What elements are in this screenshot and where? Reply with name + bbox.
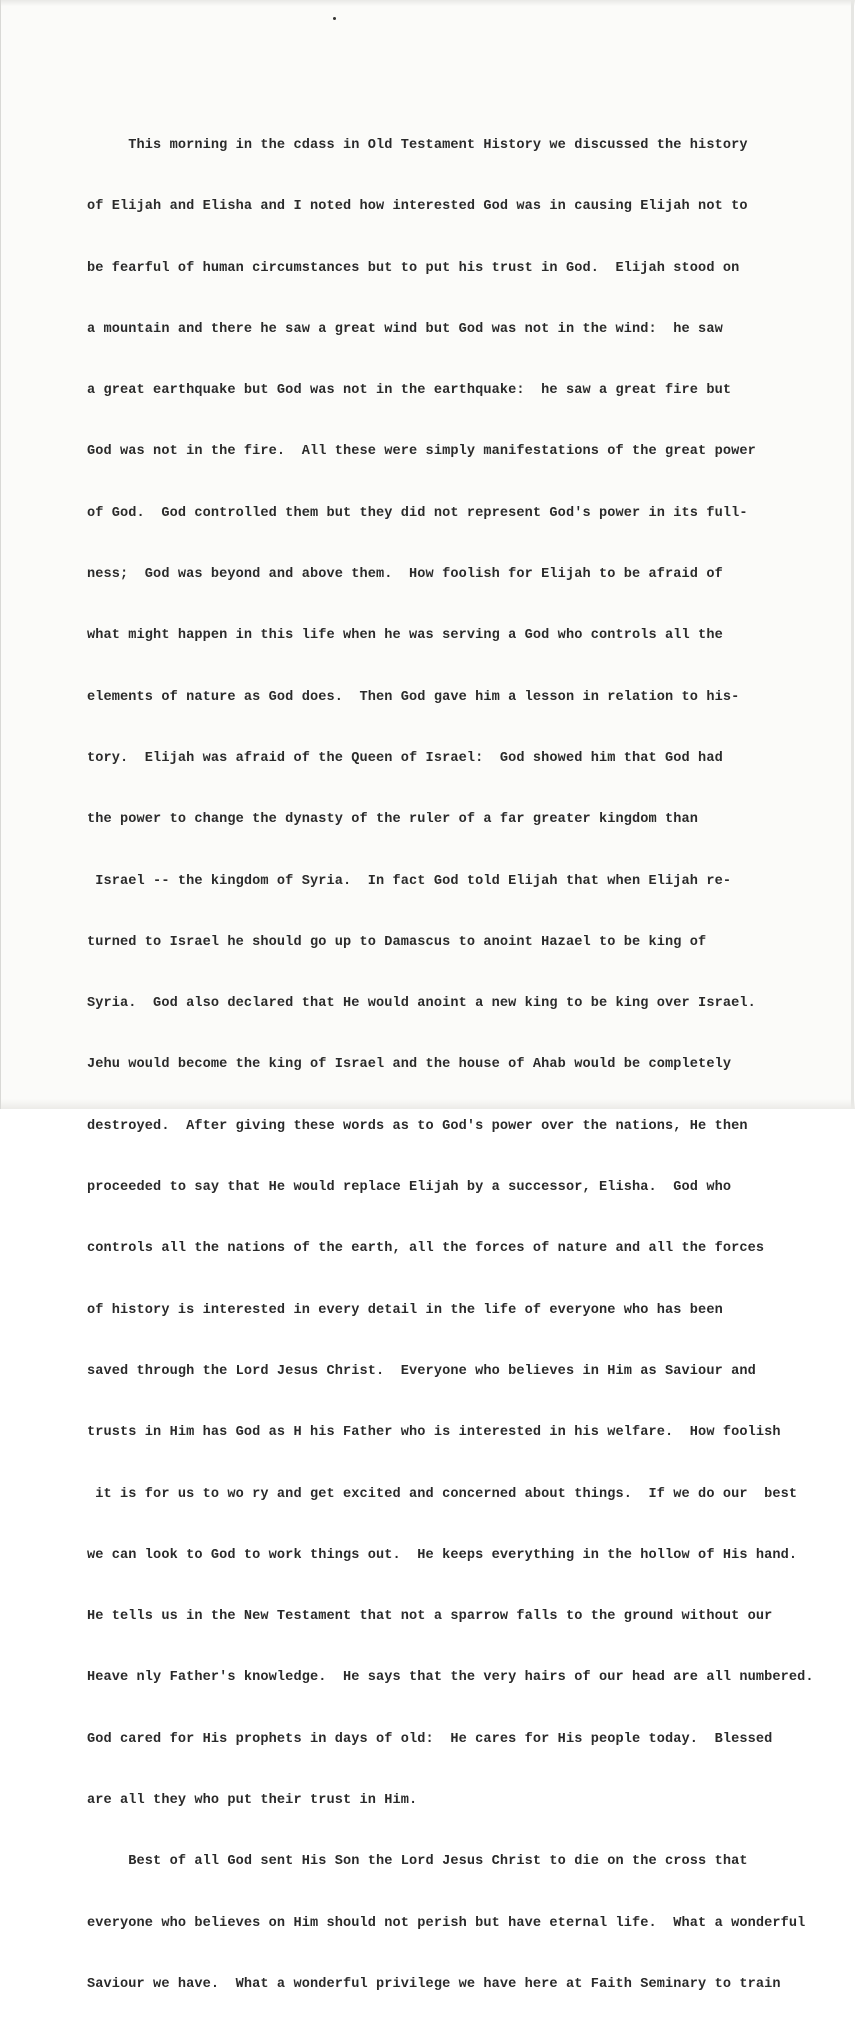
text-line: turned to Israel he should go up to Damascus to anoint Hazael to be king of: [87, 934, 707, 950]
text-line: controls all the nations of the earth, all the forces of nature and all the forces: [87, 1241, 765, 1257]
text-line: proceeded to say that He would replace Elijah by a successor, Elisha. God who: [87, 1180, 732, 1196]
paper-speck: [333, 17, 336, 20]
paper-bottom-edge: [1, 1099, 855, 1109]
text-line: tory. Elijah was afraid of the Queen of Israel: God showed him that God had: [87, 750, 723, 766]
text-line: be fearful of human circumstances but to put his trust in God. Elijah stood on: [87, 260, 740, 276]
text-line: are all they who put their trust in Him.: [87, 1793, 418, 1809]
text-line: of God. God controlled them but they did not represent God's power in its full-: [87, 505, 748, 521]
text-line: it is for us to wo ry and get excited and concerned about things. If we do our best: [87, 1486, 798, 1502]
typewritten-text: [87, 100, 837, 2030]
text-line: everyone who believes on Him should not perish but have eternal life. What a wonderful: [87, 1915, 806, 1931]
text-line: we can look to God to work things out. He keeps everything in the hollow of His hand.: [87, 1547, 798, 1563]
text-line: Jehu would become the king of Israel and the house of Ahab would be completely: [87, 1057, 732, 1073]
text-line: elements of nature as God does. Then God gave him a lesson in relation to his-: [87, 689, 740, 705]
text-line: God cared for His prophets in days of old: He cares for His people today. Blessed: [87, 1731, 773, 1747]
text-line: ness; God was beyond and above them. How foolish for Elijah to be afraid of: [87, 567, 723, 583]
text-line: a great earthquake but God was not in the earthquake: he saw a great fire but: [87, 383, 732, 399]
text-line: Syria. God also declared that He would anoint a new king to be king over Israel.: [87, 996, 756, 1012]
text-line: a mountain and there he saw a great wind but God was not in the wind: he saw: [87, 321, 723, 337]
text-line: of history is interested in every detail in the life of everyone who has been: [87, 1302, 723, 1318]
text-line: of Elijah and Elisha and I noted how interested God was in causing Elijah not to: [87, 199, 748, 215]
paper-top-edge: [1, 0, 855, 6]
text-line: destroyed. After giving these words as to God's power over the nations, He then: [87, 1118, 748, 1134]
text-line: He tells us in the New Testament that not a sparrow falls to the ground without our: [87, 1609, 773, 1625]
text-line: Heave nly Father's knowledge. He says that the very hairs of our head are all numbered.: [87, 1670, 814, 1686]
text-line: Israel -- the kingdom of Syria. In fact God told Elijah that when Elijah re-: [87, 873, 732, 889]
text-line: the power to change the dynasty of the ruler of a far greater kingdom than: [87, 812, 699, 828]
text-line: This morning in the cdass in Old Testament History we discussed the history: [87, 138, 748, 153]
text-line: God was not in the fire. All these were simply manifestations of the great power: [87, 444, 756, 460]
text-line: what might happen in this life when he was serving a God who controls all the: [87, 628, 723, 644]
text-line: Best of all God sent His Son the Lord Jesus Christ to die on the cross that: [87, 1854, 748, 1870]
text-line: saved through the Lord Jesus Christ. Everyone who believes in Him as Saviour and: [87, 1363, 756, 1379]
text-line: Saviour we have. What a wonderful privilege we have here at Faith Seminary to train: [87, 1976, 781, 1992]
text-line: trusts in Him has God as H his Father who is interested in his welfare. How foolish: [87, 1425, 781, 1441]
